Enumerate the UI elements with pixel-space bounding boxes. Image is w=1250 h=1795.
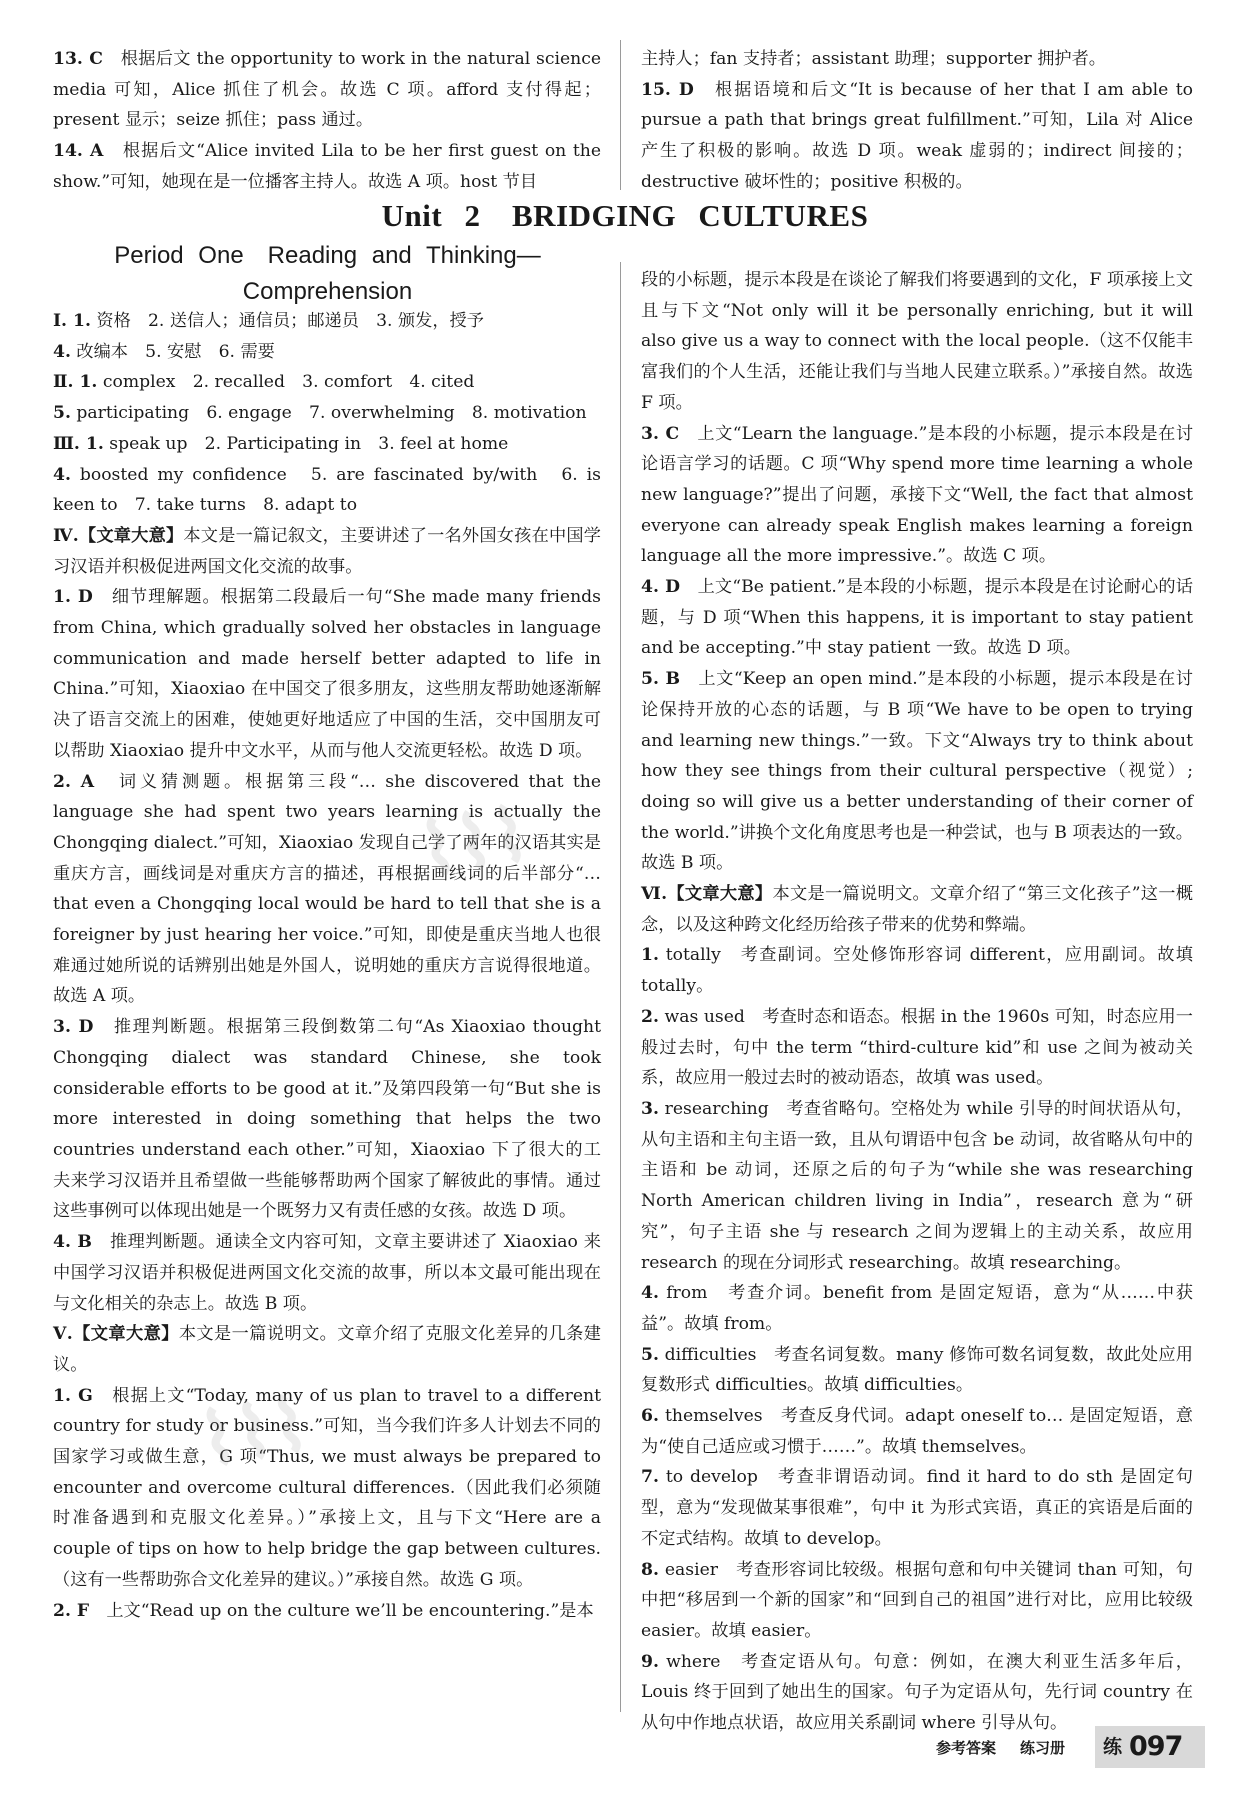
answer-paragraph bbox=[641, 1647, 1193, 1739]
page-number-box bbox=[1095, 1726, 1205, 1768]
answer-paragraph bbox=[641, 879, 1193, 940]
answer-text: 上文“Keep an open mind.”是本段的小标题，提示本段是在讨论保持开放的心态的话题，与 B 项“We have to be open to trying and learning new things.”一致。下文“Always try to think about how they see things from their cultural perspective（视觉）; doing so will give us a better understanding of their corner of the world.”讲换个文化角度思考也是一种尝试，也与 B 项表达的一致。故选 B 项。 bbox=[641, 669, 1193, 874]
answer-paragraph bbox=[641, 1002, 1193, 1094]
answer-text: totally 考查副词。空处修饰形容词 different，应用副词。故填 totally。 bbox=[641, 945, 1193, 997]
answer-paragraph bbox=[53, 44, 601, 136]
answer-number: Ⅰ. 1. bbox=[53, 311, 91, 331]
period-title: Period One Reading and Thinking—Comprehension bbox=[114, 242, 541, 305]
answer-text: 上文“Read up on the culture we’ll be encountering.”是本 bbox=[89, 1600, 594, 1621]
answer-text: 推理判断题。通读全文内容可知，文章主要讲述了 Xiaoxiao 来中国学习汉语并积极促进两国文化交流的故事，所以本文最可能出现在与文化相关的杂志上。故选 B 项。 bbox=[53, 1232, 601, 1314]
answer-text: 推理判断题。根据第三段倒数第二句“As Xiaoxiao thought Chongqing dialect was standard Chinese, she took considerable efforts to be good at it.”及第四段第一句“But she is more interested in doing something that helps the two countries understand each other.”可知，Xiaoxiao 下了很大的工夫来学习汉语并且希望做一些能够帮助两个国家了解彼此的事情。通过这些事例可以体现出她是一个既努力又有责任感的女孩。故选 D 项。 bbox=[53, 1017, 601, 1222]
answer-paragraph bbox=[53, 136, 601, 197]
footer-practice-char: 练 bbox=[1103, 1736, 1123, 1758]
answer-text: from 考查介词。benefit from 是固定短语，意为“从……中获益”。故填 from。 bbox=[641, 1283, 1193, 1334]
answer-paragraph bbox=[641, 1462, 1193, 1554]
answer-text: speak up 2. Participating in 3. feel at home bbox=[103, 433, 509, 454]
answer-paragraph bbox=[53, 398, 601, 429]
answer-paragraph bbox=[641, 1340, 1193, 1401]
answer-text: 词义猜测题。根据第三段“… she discovered that the language she had spent two years learning is actually the Chongqing dialect.”可知，Xiaoxiao 发现自己学了两年的汉语其实是重庆方言，画线词是对重庆方言的描述，再根据画线词的后半部分“… that even a Chongqing local would be hard to tell that she is a foreigner by just hearing her voice.”可知，即使是重庆当地人也很难通过她所说的话辨别出她是外国人，说明她的重庆方言说得很地道。故选 A 项。 bbox=[53, 771, 602, 1007]
answer-text: researching 考查省略句。空格处为 while 引导的时间状语从句，从句主语和主句主语一致，且从句谓语中包含 be 动词，故省略从句中的主语和 be 动词，还原之后的句子为“while she was researching North American children living in India”，research 意为“研究”，句子主语 she 与 research 之间为逻辑上的主动关系，故应用 research 的现在分词形式 researching。故填 researching。 bbox=[641, 1098, 1193, 1273]
column-divider-top bbox=[620, 40, 621, 190]
column-divider-main bbox=[620, 262, 621, 1712]
answer-text: 上文“Be patient.”是本段的小标题，提示本段是在讨论耐心的话题，与 D 项“When this happens, it is important to stay patient and be accepting.”中 stay patient 一致。故选 D 项。 bbox=[641, 577, 1193, 659]
answer-paragraph bbox=[641, 265, 1193, 419]
answer-paragraph bbox=[641, 419, 1193, 573]
footer-answers-label: 参考答案 bbox=[936, 1739, 997, 1757]
footer-workbook-label: 练习册 bbox=[1020, 1739, 1066, 1757]
answer-paragraph bbox=[53, 1596, 601, 1627]
answer-paragraph bbox=[53, 306, 601, 337]
answer-text: boosted my confidence 5. are fascinated by/with 6. is keen to 7. take turns 8. adapt to bbox=[53, 464, 601, 516]
answer-paragraph bbox=[53, 337, 601, 368]
answer-text: 本文是一篇说明文。文章介绍了“第三文化孩子”这一概念，以及这种跨文化经历给孩子带来的优势和弊端。 bbox=[641, 884, 1194, 935]
answer-text: where 考查定语从句。句意：例如，在澳大利亚生活多年后，Louis 终于回到了她出生的国家。句子为定语从句，先行词 country 在从句中作地点状语，故应用关系副词 where 引导从句。 bbox=[641, 1651, 1193, 1734]
answer-number: 4. bbox=[53, 341, 71, 362]
answer-number: 3. C bbox=[641, 423, 680, 444]
answer-paragraph bbox=[53, 521, 601, 582]
answer-number: 5. bbox=[641, 1344, 659, 1365]
answer-number: 5. bbox=[53, 403, 71, 424]
answer-number: 14. A bbox=[53, 141, 104, 162]
answer-text: complex 2. recalled 3. comfort 4. cited bbox=[97, 372, 475, 393]
answer-number: 4. B bbox=[53, 1232, 92, 1253]
answer-number: Ⅴ.【文章大意】 bbox=[53, 1324, 179, 1345]
answer-number: Ⅱ. 1. bbox=[53, 372, 98, 393]
answer-text: difficulties 考查名词复数。many 修饰可数名词复数，故此处应用复数形式 difficulties。故填 difficulties。 bbox=[641, 1344, 1193, 1396]
answer-number: 3. D bbox=[53, 1017, 94, 1038]
answer-number: 6. bbox=[641, 1406, 659, 1427]
answer-text: 根据后文 the opportunity to work in the natural science media 可知，Alice 抓住了机会。故选 C 项。afford 支付得起；present 显示；seize 抓住；pass 通过。 bbox=[53, 49, 601, 131]
answer-paragraph bbox=[641, 1094, 1193, 1278]
answer-paragraph bbox=[641, 75, 1193, 198]
answer-paragraph bbox=[53, 1012, 601, 1227]
answer-paragraph bbox=[53, 1319, 601, 1380]
answer-paragraph bbox=[641, 44, 1193, 75]
answer-paragraph bbox=[53, 582, 601, 766]
answer-text: 改编本 5. 安慰 6. 需要 bbox=[70, 341, 275, 362]
answer-number: Ⅳ.【文章大意】 bbox=[53, 525, 184, 546]
answer-number: Ⅲ. 1. bbox=[53, 433, 104, 454]
answer-number: 4. bbox=[53, 464, 71, 485]
answer-number: 5. B bbox=[641, 669, 681, 690]
answer-paragraph bbox=[53, 460, 601, 521]
top-left-column bbox=[53, 44, 601, 198]
unit-title: Unit 2 BRIDGING CULTURES bbox=[381, 198, 869, 233]
watermark-mark: ⌇⌇⌇ bbox=[413, 791, 536, 895]
answer-text: easier 考查形容词比较级。根据句意和句中关键词 than 可知，句中把“移居到一个新的国家”和“回到自己的祖国”进行对比，应用比较级 easier。故填 easier。 bbox=[641, 1559, 1193, 1641]
answer-text: 上文“Learn the language.”是本段的小标题，提示本段是在讨论语言学习的话题。C 项“Why spend more time learning a whole new language?”提出了问题，承接下文“Well, the fact that almost everyone can already speak English makes learning a foreign language all the more impressive.”。故选 C 项。 bbox=[641, 423, 1194, 567]
answer-text: themselves 考查反身代词。adapt oneself to… 是固定短语，意为“使自己适应或习惯于……”。故填 themselves。 bbox=[641, 1406, 1193, 1457]
answer-text: 根据语境和后文“It is because of her that I am able to pursue a path that brings great fulfillment.”可知，Lila 对 Alice 产生了积极的影响。故选 D 项。weak 虚弱的；indirect 间接的；destructive 破坏性的；positive 积极的。 bbox=[641, 79, 1193, 192]
answer-number: 4. bbox=[641, 1283, 659, 1304]
answer-number: 9. bbox=[641, 1651, 659, 1672]
left-column bbox=[53, 306, 601, 1626]
answer-text: 细节理解题。根据第二段最后一句“She made many friends from China, which gradually solved her obstacles in language communication and made herself better adapted to life in China.”可知，Xiaoxiao 在中国交了很多朋友，这些朋友帮助她逐渐解决了语言交流上的困难，使她更好地适应了中国的生活，交中国朋友可以帮助 Xiaoxiao 提升中文水平，从而与他人交流更轻松。故选 D 项。 bbox=[53, 587, 601, 761]
answer-text: 资格 2. 送信人；通信员；邮递员 3. 颁发，授予 bbox=[90, 311, 484, 331]
answer-number: 1. bbox=[641, 945, 659, 966]
answer-number: 2. A bbox=[53, 771, 95, 792]
answer-paragraph bbox=[53, 367, 601, 398]
answer-paragraph bbox=[641, 1555, 1193, 1647]
answer-number: 15. D bbox=[641, 79, 694, 100]
answer-text: 本文是一篇说明文。文章介绍了克服文化差异的几条建议。 bbox=[53, 1324, 601, 1375]
answer-paragraph bbox=[641, 1278, 1193, 1339]
answer-paragraph bbox=[641, 664, 1193, 879]
answer-number: 8. bbox=[641, 1559, 659, 1580]
answer-number: 4. D bbox=[641, 577, 681, 598]
answer-paragraph bbox=[53, 1381, 601, 1596]
answer-text: 本文是一篇记叙文，主要讲述了一名外国女孩在中国学习汉语并积极促进两国文化交流的故事。 bbox=[53, 525, 601, 577]
answer-text: 根据后文“Alice invited Lila to be her first guest on the show.”可知，她现在是一位播客主持人。故选 A 项。host 节目 bbox=[53, 141, 601, 192]
page-number: 097 bbox=[1129, 1731, 1183, 1762]
watermark-mark: ⌇⌇⌇ bbox=[193, 1381, 316, 1485]
answer-text: was used 考查时态和语态。根据 in the 1960s 可知，时态应用一般过去时，句中 the term “third-culture kid”和 use 之间为被动关系，故应用一般过去时的被动语态，故填 was used。 bbox=[641, 1006, 1193, 1089]
top-right-column bbox=[641, 44, 1193, 198]
answer-number: 2. F bbox=[53, 1600, 90, 1621]
answer-number: 7. bbox=[641, 1467, 659, 1488]
answer-text: 主持人；fan 支持者；assistant 助理；supporter 拥护者。 bbox=[641, 49, 1106, 69]
answer-number: Ⅵ.【文章大意】 bbox=[641, 884, 773, 905]
answer-text: to develop 考查非谓语动词。find it hard to do sth 是固定句型，意为“发现做某事很难”，句中 it 为形式宾语，真正的宾语是后面的不定式结构。故填 to develop。 bbox=[641, 1467, 1193, 1549]
answer-text: 段的小标题，提示本段是在谈论了解我们将要遇到的文化，F 项承接上文且与下文“Not only will it be personally enriching, but it will also give us a way to connect with the local people.（这不仅能丰富我们的个人生活，还能让我们与当地人民建立联系。）”承接自然。故选 F 项。 bbox=[641, 270, 1193, 413]
answer-paragraph bbox=[53, 429, 601, 460]
answer-paragraph bbox=[641, 1401, 1193, 1462]
answer-number: 1. G bbox=[53, 1385, 93, 1406]
answer-text: 根据上文“Today, many of us plan to travel to a different country for study or business.”可知，当今我们许多人计划去不同的国家学习或做生意，G 项“Thus, we must always be prepared to encounter and overcome cultural differences.（因此我们必须随时准备遇到和克服文化差异。）”承接上文，且与下文“Here are a couple of tips on how to help bridge the gap between cultures.（这有一些帮助弥合文化差异的建议。）”承接自然。故选 G 项。 bbox=[53, 1385, 602, 1590]
answer-number: 3. bbox=[641, 1098, 659, 1119]
answer-number: 13. C bbox=[53, 49, 103, 69]
answer-number: 2. bbox=[641, 1006, 659, 1027]
answer-text: participating 6. engage 7. overwhelming 8. motivation bbox=[70, 403, 587, 424]
answer-paragraph bbox=[641, 940, 1193, 1001]
answer-number: 1. D bbox=[53, 587, 93, 608]
answer-paragraph bbox=[53, 1227, 601, 1319]
right-column bbox=[641, 265, 1193, 1739]
answer-paragraph bbox=[641, 572, 1193, 664]
